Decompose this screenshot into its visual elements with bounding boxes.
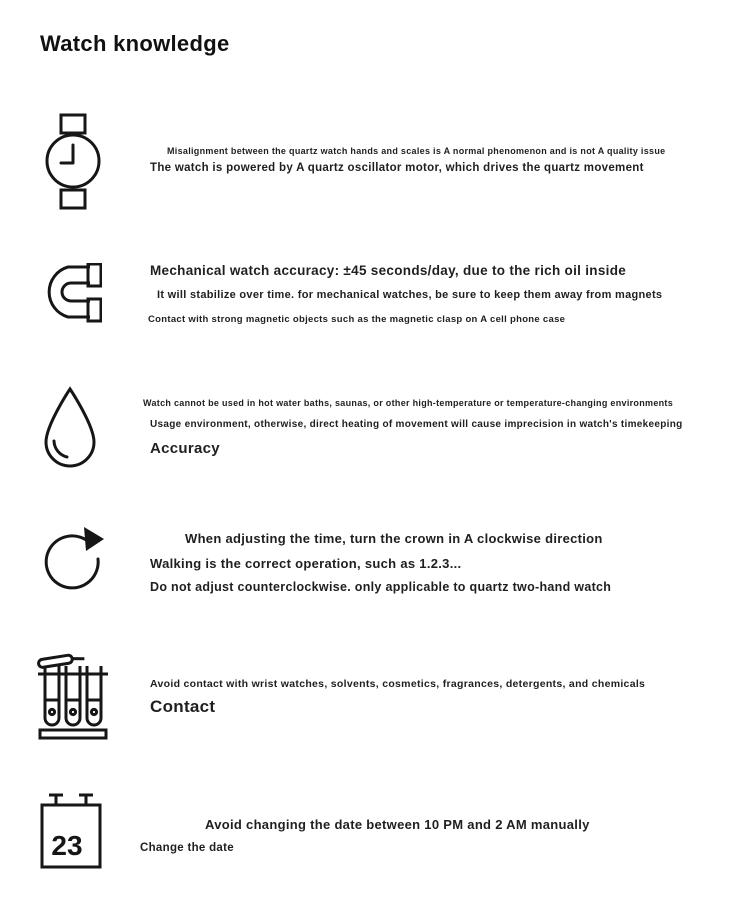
- magnet-icon: [44, 263, 102, 325]
- calendar-icon: [38, 791, 104, 871]
- test-tubes-icon: [36, 644, 110, 742]
- section-adjust-time-text-2: Do not adjust counterclockwise. only applicable to quartz two-hand watch: [150, 580, 612, 594]
- section-chemicals-text: Avoid contact with wrist watches, solvents, cosmetics, fragrances, detergents, and chemicals: [150, 678, 646, 690]
- water-drop-icon: [40, 385, 100, 470]
- section-quartz-movement-note: Misalignment between the quartz watch hands and scales is A normal phenomenon and is not A quality issue: [167, 146, 666, 156]
- wristwatch-icon: [44, 112, 102, 212]
- section-temperature-headline: Accuracy: [150, 440, 220, 457]
- section-date-change-headline: Avoid changing the date between 10 PM and 2 AM manually: [205, 817, 590, 832]
- section-adjust-time-headline: When adjusting the time, turn the crown in A clockwise direction: [185, 531, 603, 546]
- calendar-day-number: 23: [51, 830, 83, 861]
- section-quartz-movement-text: The watch is powered by A quartz oscillator motor, which drives the quartz movement: [150, 162, 644, 174]
- section-date-change-text: Change the date: [140, 842, 234, 854]
- section-magnetism-text: It will stabilize over time. for mechanical watches, be sure to keep them away from magnets: [157, 289, 663, 301]
- section-temperature-note: Watch cannot be used in hot water baths, saunas, or other high-temperature or temperature-changing environments: [143, 398, 674, 408]
- section-adjust-time-text-1: Walking is the correct operation, such as 1.2.3...: [150, 556, 462, 571]
- section-chemicals-headline: Contact: [150, 697, 216, 716]
- section-temperature-text: Usage environment, otherwise, direct heating of movement will cause imprecision in watch's timekeeping: [150, 419, 683, 430]
- section-magnetism-headline: Mechanical watch accuracy: ±45 seconds/day, due to the rich oil inside: [150, 263, 627, 278]
- clockwise-arrow-icon: [42, 521, 104, 593]
- page-title: Watch knowledge: [40, 31, 230, 56]
- section-magnetism-note: Contact with strong magnetic objects such as the magnetic clasp on A cell phone case: [148, 314, 566, 325]
